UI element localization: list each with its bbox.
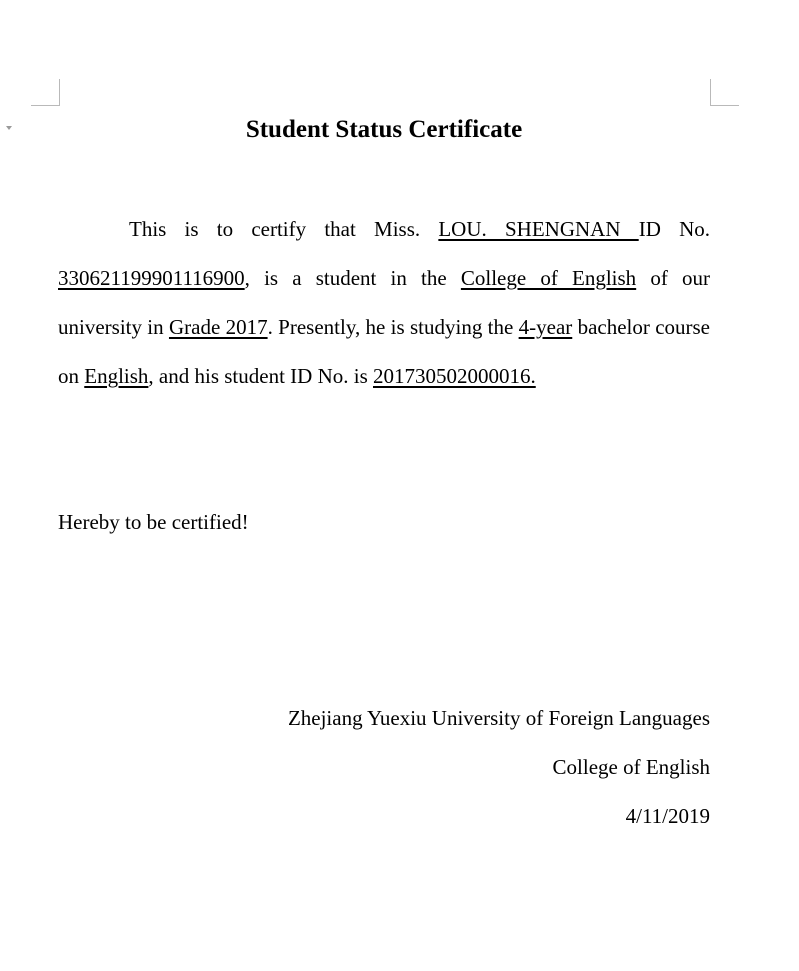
course-duration: 4-year xyxy=(518,315,573,339)
student-name: LOU. SHENGNAN xyxy=(438,217,639,241)
paragraph-text: bachelor course on xyxy=(58,315,710,388)
paragraph-text: This is to certify that Miss. xyxy=(129,217,439,241)
signature-college: College of English xyxy=(552,755,710,779)
signature-date: 4/11/2019 xyxy=(625,804,710,828)
paragraph-text: , is a student in the xyxy=(244,266,461,290)
crop-mark-top-left xyxy=(31,79,60,106)
id-number: 330621199901116900 xyxy=(58,266,245,290)
crop-mark-top-right xyxy=(710,79,739,106)
major: English xyxy=(84,364,149,388)
signature-university: Zhejiang Yuexiu University of Foreign Languages xyxy=(287,706,710,730)
document-title: Student Status Certificate xyxy=(245,116,523,143)
closing-statement: Hereby to be certified! xyxy=(58,510,249,534)
grade: Grade 2017 xyxy=(168,315,268,339)
certificate-paragraph xyxy=(58,205,710,401)
paragraph-text: . Presently, he is studying the xyxy=(267,315,519,339)
student-id-number: 201730502000016. xyxy=(373,364,536,388)
margin-arrow-icon xyxy=(6,126,12,130)
paragraph-text: ID No. xyxy=(638,217,710,241)
college-name: College of English xyxy=(460,266,637,290)
paragraph-text: of our university in xyxy=(58,266,710,339)
paragraph-text: , and his student ID No. is xyxy=(148,364,373,388)
